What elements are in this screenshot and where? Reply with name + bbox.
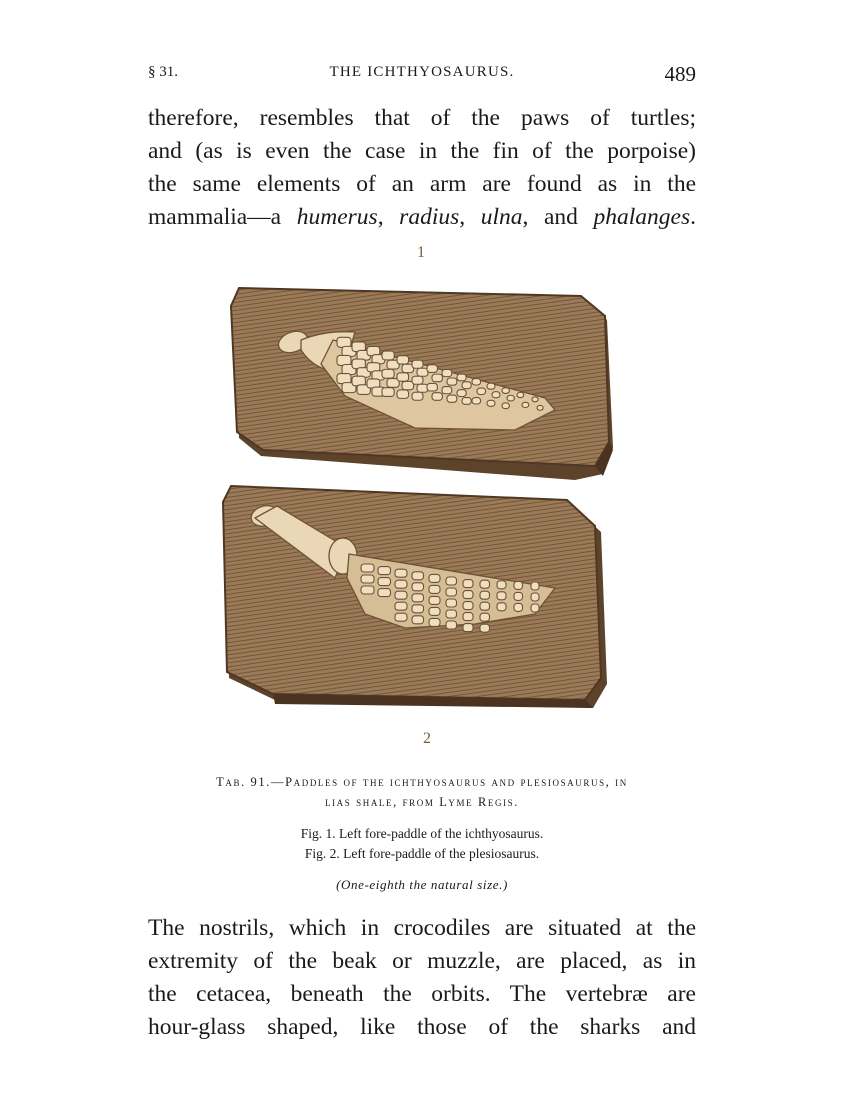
bone-cell [432,374,442,382]
paragraph-bottom [148,912,696,1044]
text-line: the cetacea, beneath the orbits. The vertebræ are [148,981,696,1007]
bone-cell [457,374,466,381]
bone-cell [480,602,490,610]
bone-cell [480,580,490,588]
text-line: and (as is even the case in the fin of the porpoise) [148,138,696,164]
bone-cell [412,572,424,580]
text-segment: . [690,204,697,230]
bone-cell [463,591,473,599]
bone-cell [417,384,428,392]
text-segment: , [377,204,400,230]
running-header [148,60,696,90]
bone-cell [446,610,457,618]
bone-cell [395,591,407,599]
text-line [148,201,696,234]
bone-cell [382,388,394,397]
bone-cell [463,580,473,588]
bone-cell [531,593,539,601]
plate-caption-title [148,772,696,812]
fossil-paddles-illustration [215,280,625,720]
bone-cell [446,621,457,629]
bone-cell [531,582,539,590]
bone-cell [457,390,466,397]
text-line: hour-glass shaped, like those of the sharks and [148,1014,696,1040]
caption-title-line: Tab. 91.—Paddles of the ichthyosaurus and plesiosaurus, in [216,775,628,789]
bone-cell [487,400,495,406]
bone-cell [514,581,523,589]
text-segment: , [459,204,481,230]
bone-cell [492,392,500,398]
bone-cell [522,402,529,407]
bone-cell [480,591,490,599]
bone-cell [472,398,481,404]
figure-label-1: 1 [417,244,425,261]
term-radius: radius [399,204,460,230]
bone-cell [497,581,506,589]
bone-cell [378,589,391,597]
bone-cell [361,564,374,572]
bone-cell [397,390,409,398]
bone-cell [432,393,442,401]
bone-cell [477,388,486,394]
bone-cell [463,613,473,621]
bone-cell [395,613,407,621]
running-title: THE ICHTHYOSAURUS. [329,64,515,80]
bone-cell [395,580,407,588]
bone-cell [462,382,471,389]
bone-cell [463,624,473,632]
bone-cell [361,575,374,583]
bone-cell [429,585,440,593]
bone-cell [502,388,509,394]
bone-cell [502,403,509,409]
bone-cell [517,392,524,397]
scale-note: (One-eighth the natural size.) [336,877,508,892]
bone-cell [480,613,490,621]
bone-cell [382,351,394,360]
bone-cell [382,369,394,378]
text-line: The nostrils, which in crocodiles are situated at the [148,915,696,941]
bone-cell [442,369,452,376]
bone-cell [429,618,440,626]
bone-cell [487,383,495,389]
bone-cell [507,395,514,401]
bone-cell [397,373,409,381]
bone-cell [412,605,424,613]
bone-cell [472,379,481,385]
bone-cell [497,603,506,611]
bone-cell [412,583,424,591]
bone-cell [463,602,473,610]
text-line: extremity of the beak or muzzle, are placed, as in [148,948,696,974]
bone-cell [378,567,391,575]
section-number: § 31. [148,64,178,80]
term-humerus: humerus [296,204,378,230]
bone-cell [532,397,538,402]
bone-cell [412,360,423,368]
bone-cell [462,398,471,405]
caption-fig-1: Fig. 1. Left fore-paddle of the ichthyosaurus. [300,826,544,841]
bone-cell [446,588,457,596]
figure-label-2: 2 [423,730,431,747]
text-line: therefore, resembles that of the paws of turtles; [148,105,696,131]
bone-cell [514,592,523,600]
text-segment: , and [522,204,594,230]
bone-cell [429,596,440,604]
bone-cell [447,378,457,385]
page-number: 489 [664,62,696,86]
paragraph-top [148,102,696,234]
bone-cell [446,577,457,585]
bone-cell [427,383,437,391]
bone-cell [446,599,457,607]
bone-cell [417,368,428,376]
caption-fig-2: Fig. 2. Left fore-paddle of the plesiosaurus. [304,846,540,861]
bone-cell [361,586,374,594]
bone-cell [429,574,440,582]
bone-cell [412,376,423,384]
bone-cell [447,395,457,402]
text-line: the same elements of an arm are found as in the [148,171,696,197]
bone-cell [412,392,423,400]
bone-cell [497,592,506,600]
bone-cell [442,387,452,394]
bone-cell [480,624,490,632]
text-segment: mammalia—a [148,204,297,230]
plate-caption-figures [148,824,696,864]
term-ulna: ulna [480,204,523,230]
bone-cell [412,616,424,624]
bone-cell [395,569,407,577]
bone-cell [427,365,437,373]
term-phalanges: phalanges [593,204,691,230]
bone-cell [412,594,424,602]
bone-cell [397,356,409,364]
bone-cell [395,602,407,610]
bone-cell [337,374,351,384]
bone-cell [514,603,523,611]
bone-cell [429,607,440,615]
bone-cell [537,405,543,410]
bone-cell [531,604,539,612]
bone-cell [337,337,351,347]
bone-cell [337,355,351,365]
bone-cell [378,578,391,586]
caption-title-line: lias shale, from Lyme Regis. [324,795,520,809]
